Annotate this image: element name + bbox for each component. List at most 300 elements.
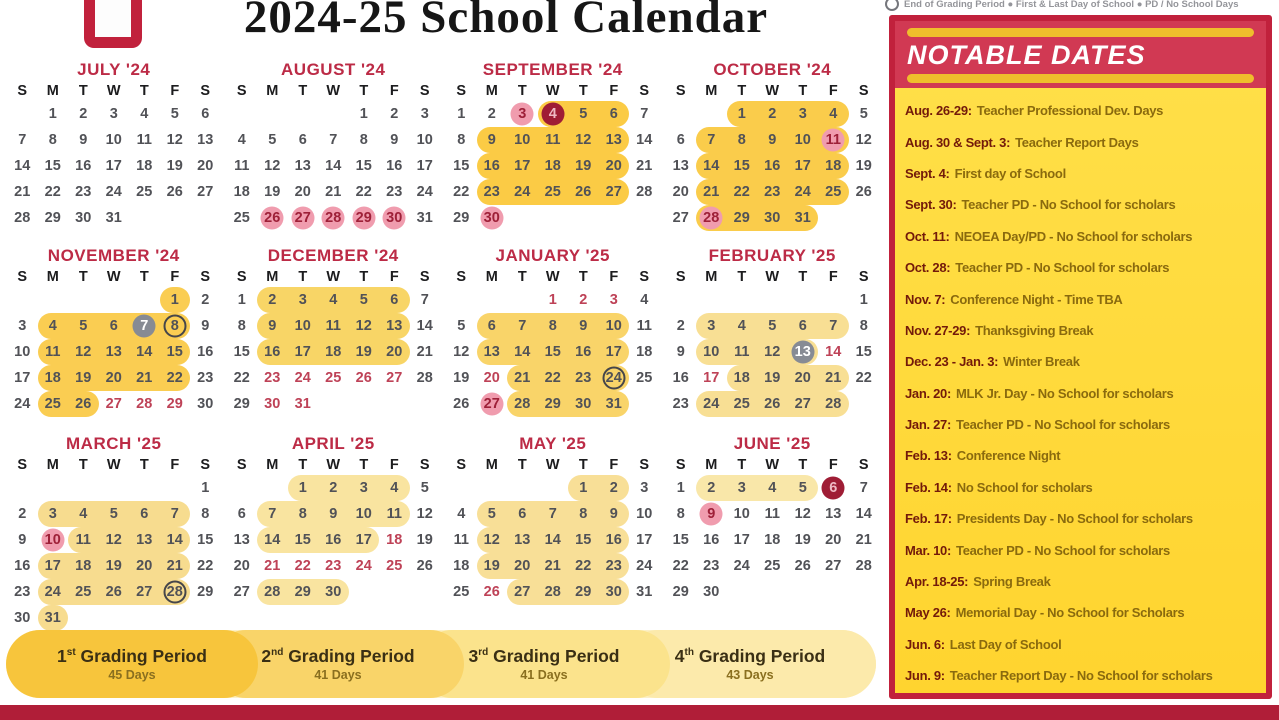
day-number: 29 bbox=[197, 584, 214, 600]
notable-date-description: NEOEA Day/PD - No School for scholars bbox=[954, 228, 1193, 244]
month-title: MAY '25 bbox=[519, 434, 587, 453]
day-cell bbox=[599, 501, 630, 527]
day-cell bbox=[629, 527, 660, 553]
day-number: 14 bbox=[264, 532, 281, 548]
day-number: 8 bbox=[579, 506, 588, 522]
day-cell bbox=[727, 313, 758, 339]
day-number: 3 bbox=[359, 480, 368, 496]
day-number: 27 bbox=[672, 210, 689, 226]
day-number: 23 bbox=[483, 184, 500, 200]
day-number: 23 bbox=[672, 396, 689, 412]
day-number: 28 bbox=[325, 210, 342, 226]
weekday-label: S bbox=[17, 269, 28, 285]
weekday-label: T bbox=[139, 269, 149, 285]
day-cell bbox=[68, 179, 99, 205]
weekday-label: S bbox=[17, 457, 28, 473]
day-number: 30 bbox=[197, 396, 214, 412]
day-cell bbox=[538, 501, 569, 527]
day-number: 21 bbox=[544, 558, 561, 574]
day-cell bbox=[99, 205, 130, 231]
day-number: 10 bbox=[794, 132, 811, 148]
weekday-label: S bbox=[639, 457, 650, 473]
day-cell bbox=[7, 101, 38, 127]
day-cell bbox=[68, 579, 99, 605]
day-number: 20 bbox=[105, 370, 122, 386]
day-number: 8 bbox=[859, 318, 868, 334]
notable-date-item bbox=[905, 472, 1256, 503]
day-cell bbox=[477, 579, 508, 605]
day-number: 4 bbox=[548, 106, 557, 122]
day-number: 25 bbox=[44, 396, 61, 412]
day-cell bbox=[727, 179, 758, 205]
month-title: APRIL '25 bbox=[291, 434, 375, 453]
day-number: 10 bbox=[294, 318, 311, 334]
day-cell bbox=[727, 127, 758, 153]
day-cell bbox=[757, 391, 788, 417]
weekday-label: T bbox=[359, 269, 369, 285]
weekday-label: S bbox=[419, 269, 430, 285]
day-cell bbox=[477, 179, 508, 205]
day-cell bbox=[538, 179, 569, 205]
day-number: 10 bbox=[105, 132, 122, 148]
weekday-label: M bbox=[705, 83, 718, 99]
day-cell bbox=[788, 475, 819, 501]
notable-date-description: MLK Jr. Day - No School for scholars bbox=[956, 385, 1174, 401]
day-cell bbox=[599, 127, 630, 153]
day-cell bbox=[849, 475, 880, 501]
day-number: 3 bbox=[798, 106, 807, 122]
day-number: 25 bbox=[764, 558, 781, 574]
day-cell bbox=[379, 205, 410, 231]
day-cell bbox=[318, 365, 349, 391]
day-cell bbox=[727, 101, 758, 127]
day-cell bbox=[507, 101, 538, 127]
month-calendar bbox=[224, 432, 444, 634]
month-calendar bbox=[443, 244, 663, 432]
day-cell bbox=[666, 391, 697, 417]
day-number: 1 bbox=[548, 292, 557, 308]
grading-period-name bbox=[468, 646, 619, 667]
day-cell bbox=[849, 339, 880, 365]
weekday-label: W bbox=[545, 83, 560, 99]
day-cell bbox=[160, 339, 191, 365]
day-cell bbox=[349, 153, 380, 179]
day-number: 28 bbox=[14, 210, 31, 226]
day-number: 30 bbox=[264, 396, 281, 412]
day-cell bbox=[477, 553, 508, 579]
day-cell bbox=[410, 579, 441, 605]
weekday-label: S bbox=[858, 269, 869, 285]
day-number: 8 bbox=[737, 132, 746, 148]
day-cell bbox=[446, 153, 477, 179]
weekday-label: F bbox=[609, 269, 619, 285]
day-number: 24 bbox=[636, 558, 653, 574]
day-cell bbox=[7, 391, 38, 417]
day-number: 12 bbox=[453, 344, 470, 360]
day-number: 2 bbox=[329, 480, 338, 496]
day-number: 24 bbox=[416, 184, 433, 200]
day-cell bbox=[477, 287, 508, 313]
day-cell bbox=[507, 313, 538, 339]
day-cell bbox=[696, 313, 727, 339]
day-cell bbox=[160, 391, 191, 417]
day-cell bbox=[727, 579, 758, 605]
day-cell bbox=[477, 153, 508, 179]
weekday-label: T bbox=[737, 457, 747, 473]
day-cell bbox=[68, 475, 99, 501]
day-cell bbox=[190, 553, 221, 579]
day-number: 11 bbox=[234, 158, 250, 174]
day-number: 27 bbox=[105, 396, 122, 412]
day-number: 12 bbox=[105, 532, 122, 548]
day-number: 29 bbox=[733, 210, 750, 226]
day-cell bbox=[696, 339, 727, 365]
day-number: 9 bbox=[579, 318, 588, 334]
day-number: 10 bbox=[733, 506, 750, 522]
day-number: 13 bbox=[294, 158, 311, 174]
day-number: 20 bbox=[386, 344, 403, 360]
day-cell bbox=[477, 391, 508, 417]
day-number: 18 bbox=[44, 370, 61, 386]
day-number: 7 bbox=[859, 480, 868, 496]
day-cell bbox=[129, 579, 160, 605]
day-cell bbox=[696, 391, 727, 417]
day-number: 6 bbox=[487, 318, 496, 334]
month-calendar bbox=[663, 432, 883, 634]
month-calendar bbox=[224, 244, 444, 432]
day-cell bbox=[599, 391, 630, 417]
day-cell bbox=[477, 313, 508, 339]
day-number: 16 bbox=[672, 370, 689, 386]
day-number: 24 bbox=[794, 184, 811, 200]
day-cell bbox=[507, 579, 538, 605]
day-number: 30 bbox=[764, 210, 781, 226]
day-number: 11 bbox=[734, 344, 750, 360]
day-cell bbox=[38, 365, 69, 391]
grading-period-name bbox=[261, 646, 414, 667]
day-number: 22 bbox=[733, 184, 750, 200]
day-cell bbox=[666, 287, 697, 313]
day-cell bbox=[410, 365, 441, 391]
weekday-header-row bbox=[227, 83, 441, 99]
day-cell bbox=[257, 287, 288, 313]
day-cell bbox=[849, 391, 880, 417]
day-number: 6 bbox=[390, 292, 399, 308]
day-number: 8 bbox=[237, 318, 246, 334]
day-cell bbox=[410, 153, 441, 179]
day-number: 5 bbox=[359, 292, 368, 308]
day-cell bbox=[599, 153, 630, 179]
weekday-label: T bbox=[359, 457, 369, 473]
day-cell bbox=[7, 339, 38, 365]
day-cell bbox=[599, 475, 630, 501]
day-cell bbox=[757, 287, 788, 313]
day-number: 24 bbox=[294, 370, 311, 386]
day-cell bbox=[379, 365, 410, 391]
day-number: 31 bbox=[605, 396, 622, 412]
weekday-label: W bbox=[106, 83, 121, 99]
day-number: 7 bbox=[170, 506, 179, 522]
day-cell bbox=[7, 527, 38, 553]
day-cell bbox=[507, 153, 538, 179]
day-cell bbox=[318, 391, 349, 417]
day-cell bbox=[788, 101, 819, 127]
day-number: 7 bbox=[707, 132, 716, 148]
day-cell bbox=[538, 313, 569, 339]
weekday-label: S bbox=[639, 269, 650, 285]
day-cell bbox=[818, 391, 849, 417]
day-number: 15 bbox=[166, 344, 183, 360]
day-number: 18 bbox=[386, 532, 403, 548]
grading-period-days: 41 Days bbox=[520, 668, 568, 682]
day-cell bbox=[446, 205, 477, 231]
day-cell bbox=[379, 287, 410, 313]
day-cell bbox=[568, 339, 599, 365]
day-cell bbox=[788, 579, 819, 605]
day-cell bbox=[696, 527, 727, 553]
day-number: 20 bbox=[794, 370, 811, 386]
day-cell bbox=[288, 475, 319, 501]
month-calendar bbox=[663, 244, 883, 432]
day-number: 31 bbox=[636, 584, 653, 600]
weekday-label: W bbox=[326, 269, 341, 285]
day-number: 22 bbox=[355, 184, 372, 200]
day-number: 26 bbox=[483, 584, 500, 600]
day-cell bbox=[568, 153, 599, 179]
weekday-label: T bbox=[578, 457, 588, 473]
day-cell bbox=[629, 553, 660, 579]
notable-date-description: Teacher PD - No School for scholars bbox=[961, 197, 1176, 213]
day-number: 11 bbox=[453, 532, 469, 548]
day-cell bbox=[288, 127, 319, 153]
day-cell bbox=[507, 475, 538, 501]
day-number: 20 bbox=[514, 558, 531, 574]
day-cell bbox=[318, 527, 349, 553]
day-cell bbox=[599, 553, 630, 579]
day-number: 21 bbox=[166, 558, 183, 574]
marker-legend-text: End of Grading Period ● First & Last Day of School ● PD / No School Days bbox=[904, 0, 1239, 10]
day-cell bbox=[477, 475, 508, 501]
day-number: 4 bbox=[640, 292, 649, 308]
notable-date-description: Teacher PD - No School for scholars bbox=[956, 542, 1170, 558]
day-cell bbox=[38, 287, 69, 313]
day-number: 22 bbox=[44, 184, 61, 200]
day-number: 19 bbox=[264, 184, 281, 200]
weekday-label: W bbox=[765, 457, 780, 473]
day-number: 27 bbox=[386, 370, 403, 386]
day-cell bbox=[477, 205, 508, 231]
day-cell bbox=[99, 339, 130, 365]
day-cell bbox=[818, 339, 849, 365]
day-number: 26 bbox=[764, 396, 781, 412]
day-number: 5 bbox=[268, 132, 277, 148]
day-cell bbox=[446, 365, 477, 391]
notable-date-label: Apr. 18-25: bbox=[905, 574, 969, 590]
weekday-label: S bbox=[675, 83, 686, 99]
weekday-header-row bbox=[446, 83, 660, 99]
day-cell bbox=[507, 205, 538, 231]
day-cell bbox=[99, 553, 130, 579]
day-cell bbox=[227, 127, 258, 153]
day-number: 10 bbox=[416, 132, 433, 148]
day-number: 31 bbox=[416, 210, 433, 226]
day-number: 11 bbox=[386, 506, 402, 522]
day-grid bbox=[7, 101, 221, 231]
day-number: 5 bbox=[420, 480, 429, 496]
notable-date-description: Winter Break bbox=[1003, 354, 1080, 370]
day-cell bbox=[477, 101, 508, 127]
weekday-label: M bbox=[46, 457, 59, 473]
notable-date-label: May 26: bbox=[905, 605, 951, 621]
day-cell bbox=[349, 365, 380, 391]
day-number: 24 bbox=[105, 184, 122, 200]
grading-period-label: Grading Period bbox=[488, 646, 620, 666]
day-number: 7 bbox=[420, 292, 429, 308]
day-grid bbox=[446, 101, 660, 231]
day-number: 15 bbox=[453, 158, 470, 174]
day-cell bbox=[68, 313, 99, 339]
day-number: 19 bbox=[483, 558, 500, 574]
day-cell bbox=[190, 501, 221, 527]
day-number: 28 bbox=[166, 584, 183, 600]
day-number: 14 bbox=[14, 158, 31, 174]
day-number: 19 bbox=[453, 370, 470, 386]
day-cell bbox=[379, 553, 410, 579]
day-cell bbox=[727, 153, 758, 179]
day-number: 5 bbox=[109, 506, 118, 522]
day-cell bbox=[288, 179, 319, 205]
day-number: 25 bbox=[825, 184, 842, 200]
day-number: 4 bbox=[390, 480, 399, 496]
day-number: 14 bbox=[825, 344, 842, 360]
grading-period-suffix: nd bbox=[271, 647, 284, 659]
day-cell bbox=[446, 391, 477, 417]
grading-period-ordinal: 1 bbox=[57, 646, 67, 666]
day-cell bbox=[160, 501, 191, 527]
notable-date-description: Teacher Professional Dev. Days bbox=[976, 103, 1164, 119]
notable-date-description: Spring Break bbox=[973, 574, 1051, 590]
day-cell bbox=[666, 313, 697, 339]
day-number: 9 bbox=[79, 132, 88, 148]
weekday-label: T bbox=[139, 83, 149, 99]
day-number: 11 bbox=[636, 318, 652, 334]
day-number: 29 bbox=[294, 584, 311, 600]
day-cell bbox=[818, 313, 849, 339]
day-number: 20 bbox=[136, 558, 153, 574]
day-cell bbox=[696, 553, 727, 579]
day-cell bbox=[38, 339, 69, 365]
day-cell bbox=[818, 501, 849, 527]
day-cell bbox=[849, 205, 880, 231]
day-cell bbox=[288, 501, 319, 527]
weekday-label: S bbox=[236, 457, 247, 473]
weekday-label: S bbox=[236, 269, 247, 285]
day-cell bbox=[7, 579, 38, 605]
day-cell bbox=[68, 153, 99, 179]
day-cell bbox=[68, 339, 99, 365]
day-cell bbox=[849, 153, 880, 179]
day-cell bbox=[727, 339, 758, 365]
day-cell bbox=[227, 287, 258, 313]
notable-date-label: Dec. 23 - Jan. 3: bbox=[905, 354, 999, 370]
day-number: 14 bbox=[416, 318, 433, 334]
day-cell bbox=[629, 205, 660, 231]
day-cell bbox=[849, 553, 880, 579]
day-number: 20 bbox=[197, 158, 214, 174]
grading-period-name bbox=[57, 646, 207, 667]
day-number: 13 bbox=[233, 532, 250, 548]
grading-period-label: Grading Period bbox=[693, 646, 826, 666]
day-cell bbox=[38, 127, 69, 153]
day-cell bbox=[318, 579, 349, 605]
day-cell bbox=[788, 339, 819, 365]
day-number: 25 bbox=[544, 184, 561, 200]
day-number: 10 bbox=[355, 506, 372, 522]
day-number: 16 bbox=[575, 344, 592, 360]
day-number: 24 bbox=[44, 584, 61, 600]
day-number: 5 bbox=[859, 106, 868, 122]
day-number: 22 bbox=[855, 370, 872, 386]
day-cell bbox=[318, 153, 349, 179]
day-number: 17 bbox=[703, 370, 720, 386]
day-cell bbox=[538, 365, 569, 391]
day-number: 13 bbox=[483, 344, 500, 360]
day-cell bbox=[727, 475, 758, 501]
day-cell bbox=[788, 127, 819, 153]
grading-period-days: 41 Days bbox=[314, 668, 362, 682]
month-title: OCTOBER '24 bbox=[713, 60, 832, 79]
day-cell bbox=[757, 179, 788, 205]
day-cell bbox=[129, 605, 160, 631]
day-number: 25 bbox=[453, 584, 470, 600]
notable-date-item bbox=[905, 158, 1256, 189]
day-number: 19 bbox=[794, 532, 811, 548]
day-number: 23 bbox=[386, 184, 403, 200]
day-cell bbox=[257, 205, 288, 231]
day-cell bbox=[788, 391, 819, 417]
day-cell bbox=[129, 527, 160, 553]
notable-date-description: No School for scholars bbox=[956, 479, 1093, 495]
day-cell bbox=[666, 101, 697, 127]
day-number: 5 bbox=[170, 106, 179, 122]
day-cell bbox=[757, 153, 788, 179]
day-cell bbox=[160, 365, 191, 391]
day-cell bbox=[538, 101, 569, 127]
day-cell bbox=[318, 287, 349, 313]
notable-date-item bbox=[905, 189, 1256, 220]
weekday-label: F bbox=[828, 269, 838, 285]
notable-date-label: Nov. 27-29: bbox=[905, 322, 971, 338]
day-number: 10 bbox=[514, 132, 531, 148]
day-cell bbox=[99, 287, 130, 313]
day-number: 30 bbox=[605, 584, 622, 600]
day-cell bbox=[568, 501, 599, 527]
grading-period-ordinal: 4 bbox=[674, 646, 685, 666]
day-cell bbox=[129, 287, 160, 313]
day-cell bbox=[446, 501, 477, 527]
day-number: 2 bbox=[18, 506, 27, 522]
day-number: 6 bbox=[829, 480, 838, 496]
day-number: 28 bbox=[855, 558, 872, 574]
day-number: 5 bbox=[487, 506, 496, 522]
day-number: 18 bbox=[453, 558, 470, 574]
yellow-stripe-bottom bbox=[907, 74, 1254, 83]
day-cell bbox=[410, 101, 441, 127]
day-cell bbox=[318, 475, 349, 501]
grading-period-legend bbox=[6, 630, 876, 698]
day-number: 21 bbox=[14, 184, 31, 200]
day-number: 3 bbox=[707, 318, 716, 334]
